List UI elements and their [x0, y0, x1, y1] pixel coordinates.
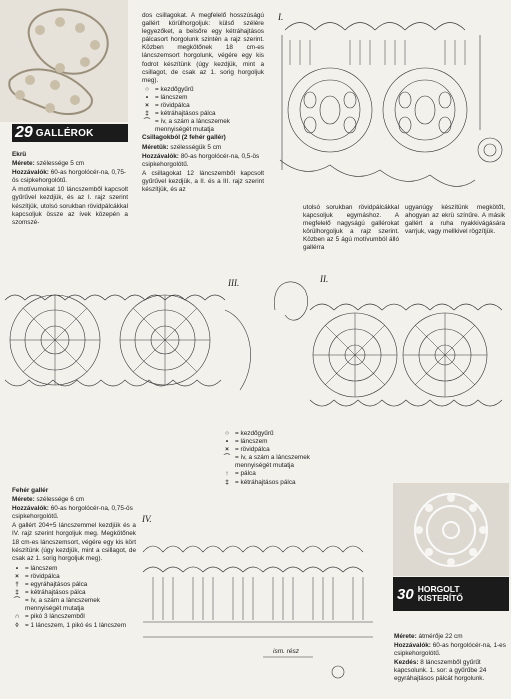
legend-symbol: × [225, 446, 229, 454]
section-title-line1: HORGOLT [417, 584, 460, 594]
legend-symbol: ↑ [225, 470, 229, 478]
column-stars [142, 12, 264, 195]
legend-item [12, 589, 136, 597]
materials-value: 60-as horgolócér-na, 1-es csipkehorgolótű. [394, 642, 506, 658]
legend-1 [142, 86, 264, 135]
legend-item [12, 597, 136, 613]
materials-label: Hozzávalók: [142, 152, 179, 160]
legend-text: = láncszem [155, 93, 188, 101]
size-value: szélességük 5 cm [170, 143, 222, 151]
legend-item [12, 613, 136, 621]
legend-item [12, 573, 136, 581]
column-ekru [12, 151, 128, 228]
legend-text: = ív, a szám a láncszemek mennyiségét mutatja [25, 597, 100, 613]
legend-symbol: ◊ [15, 621, 19, 629]
ekru-materials [12, 169, 128, 185]
diagram-IV [138, 512, 393, 699]
white-collar-materials [12, 505, 136, 521]
repeat-section-label: ism. rész [273, 648, 299, 655]
materials-value: 80-as horgolócér-na, 0,5-ös csipkehorgolótű. [142, 152, 260, 168]
legend-text: = láncszem [25, 564, 58, 572]
materials-label: Hozzávalók: [12, 169, 49, 177]
stars-materials [142, 153, 264, 169]
legend-item [142, 118, 264, 134]
stars-text-top: dos csillagokat. A megfelelő hosszúságú gallért körülhorgoljuk: külső szélére legyezőket, a belsőre egy kétráhajtásos pálcasort horgolunk szintén a rajz szerint. Közben megkötőnek 18 cm-es láncszemsort horgolunk, végére egy kis fodrot készítünk (úgy kezdjük, mint a csillagot, de csak az 1. sorig horgoljuk meg). [142, 12, 264, 84]
size-value: átmérője 22 cm [418, 633, 463, 640]
doily-materials [394, 642, 509, 658]
ekru-size [12, 160, 128, 168]
stars-size [142, 144, 264, 152]
diagram-label: III. [228, 278, 240, 288]
legend-item [222, 430, 334, 438]
legend-text: = egyráhajtásos pálca [25, 581, 88, 589]
legend-item [222, 446, 334, 454]
ecru-collar-photo [0, 0, 128, 122]
legend-symbol: • [145, 93, 149, 101]
column-white-collar [12, 487, 136, 630]
legend-symbol: ‡ [15, 589, 19, 597]
ekru-instructions: A motívumokat 10 láncszemből kapcsolt gyűrűvel kezdjük, és az I. rajz szerint készítjük, utolsó sorukban rövidpálcákkal kapcsoljuk össze az ívek közepén a szomszé- [12, 186, 128, 226]
section-number: 30 [397, 585, 414, 603]
stars-instructions: A csillagokat 12 láncszemből kapcsolt gyűrűvel kezdjük, a II. és a III. rajz szerint készítjük, és az [142, 169, 264, 193]
legend-symbol: ⌒ [13, 597, 21, 605]
size-value: szélessége 6 cm [36, 496, 85, 504]
legend-item [12, 581, 136, 589]
legend-text: = kezdőgyűrű [155, 85, 194, 93]
legend-text: = rövidpálca [235, 446, 270, 454]
legend-item [142, 86, 264, 94]
legend-text: = kétráhajtásos pálca [155, 110, 216, 118]
section-number: 29 [15, 124, 33, 141]
legend-symbol: ○ [225, 430, 229, 437]
doily-start [394, 659, 509, 683]
legend-2 [222, 430, 334, 487]
diagram-label: II. [320, 274, 329, 284]
legend-item [142, 102, 264, 110]
size-value: szélessége 5 cm [36, 160, 85, 168]
size-label: Mérete: [12, 160, 35, 168]
legend-item [222, 438, 334, 446]
legend-symbol: • [15, 564, 19, 572]
section-title-line2: KISTERÍTŐ [417, 593, 464, 603]
size-label: Mérete: [394, 633, 417, 640]
legend-symbol: × [145, 102, 149, 110]
materials-value: 60-as horgolócér-na, 0,75-ös csipkehorgolótű. [12, 505, 133, 521]
legend-item [222, 479, 334, 487]
legend-text: = pikó 3 láncszemből [25, 613, 85, 621]
materials-value: 60-as horgolócér-na, 0,75-ös csipkehorgolótű. [12, 169, 127, 185]
legend-text: = ív, a szám a láncszemek mennyiségét mutatja [235, 454, 310, 470]
doily-photo [393, 483, 509, 576]
diagram-label: I. [278, 12, 284, 22]
size-label: Méretük: [142, 143, 169, 151]
column-doily [394, 633, 509, 685]
legend-item [12, 622, 136, 630]
legend-text: = kezdőgyűrű [235, 430, 274, 437]
mid-text-a: utolsó sorukban rövidpálcákkal kapcsoljuk egymáshoz. A megfelelő nagyságú gallérokat körülhorgoljuk a rajz szerint. Közben az 5 ágú motívumból álló gallérra [303, 204, 399, 252]
legend-text: = kétráhajtásos pálca [25, 589, 86, 597]
materials-label: Hozzávalók: [12, 505, 49, 513]
legend-symbol: ∩ [14, 613, 20, 621]
legend-symbol: ⌒ [143, 118, 151, 126]
legend-text: = rövidpálca [155, 102, 190, 110]
section-title: GALLÉROK [35, 127, 94, 139]
column-mid-a [303, 204, 399, 254]
size-label: Mérete: [12, 496, 35, 504]
legend-item [12, 565, 136, 573]
mid-text-b: ugyanúgy készítünk megkötőt, ahogyan az ekrü színűre. A másik gallért a ruha nyakkivágására varrjuk, vagy mellkivel rögzítjük. [405, 204, 505, 236]
section-title-lines [418, 585, 463, 603]
materials-label: Hozzávalók: [394, 642, 431, 650]
doily-size [394, 633, 509, 641]
column-mid-b [405, 204, 505, 237]
white-collar-instructions: A gallért 204+5 láncszemmel kezdjük és a IV. rajz szerint horgoljuk meg. Megkötőnek 18 cm-es láncszemsort, végére egy kis kört készítünk (úgy kezdjük, mint a csillagot, de csak az 1. sorig horgoljuk meg). [12, 522, 136, 562]
white-collar-heading: Fehér gallér [12, 487, 49, 494]
legend-text: = láncszem [235, 438, 268, 446]
diagram-label: IV. [142, 514, 152, 524]
section-29-title-bar [12, 124, 128, 142]
legend-symbol: ‡ [145, 110, 149, 118]
legend-symbol: × [15, 572, 19, 580]
legend-item [142, 94, 264, 102]
legend-item [142, 110, 264, 118]
stars-heading: Csillagokból (2 fehér gallér) [142, 134, 226, 142]
section-30-title [393, 577, 509, 611]
legend-symbol: ‡ [225, 478, 229, 486]
legend-symbol: † [15, 581, 19, 589]
legend-item [222, 454, 334, 470]
diagram-II [265, 270, 511, 435]
legend-symbol: ⌒ [223, 454, 231, 462]
white-collar-size [12, 496, 136, 504]
legend-text: = 1 láncszem, 1 pikó és 1 láncszem [25, 621, 127, 629]
legend-text: = kétráhajtásos pálca [235, 478, 296, 486]
legend-symbol: • [225, 438, 229, 446]
diagram-III [0, 270, 275, 420]
legend-text: = ív, a szám a láncszemek mennyiségét mutatja [155, 118, 230, 134]
diagram-I [270, 10, 510, 205]
legend-text: = pálca [235, 470, 256, 478]
legend-item [222, 470, 334, 478]
start-value: 8 láncszemből gyűrűt kapcsolunk. 1. sor: a gyűrűbe 24 egyráhajtásos pálcát horgolunk. [394, 659, 487, 683]
start-label: Kezdés: [394, 659, 419, 667]
legend-text: = rövidpálca [25, 572, 60, 580]
ekru-heading: Ekrü [12, 151, 27, 158]
legend-symbol: ○ [145, 85, 149, 93]
legend-3 [12, 565, 136, 630]
